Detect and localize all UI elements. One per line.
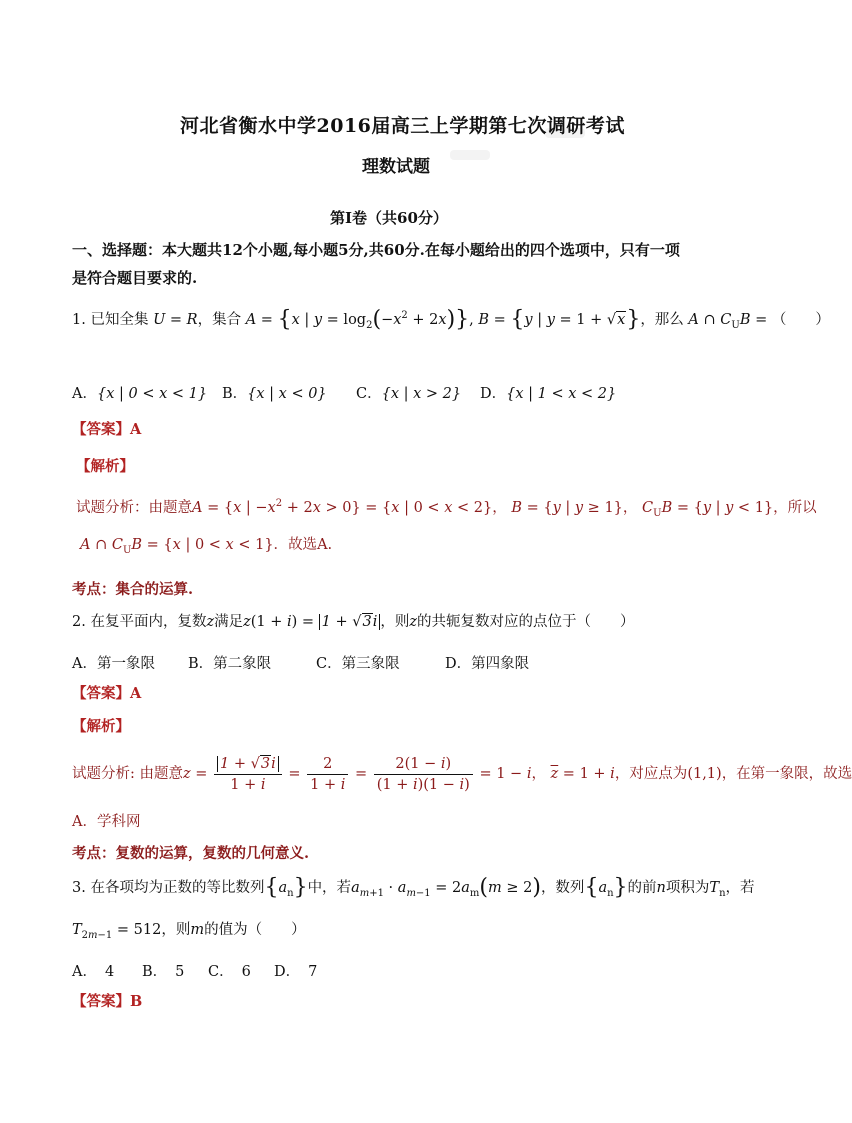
- question-3-cont: $T_{2m-1} = 512$，则m的值为（ ）: [72, 922, 306, 941]
- question-text: 已知全集: [90, 312, 149, 328]
- option-a[interactable]: A． 4: [72, 964, 115, 980]
- option-b[interactable]: B．第二象限: [188, 656, 272, 672]
- answer-1: 【答案】A: [72, 421, 142, 438]
- document-title: 河北省衡水中学2016届高三上学期第七次调研考试: [180, 115, 625, 137]
- option-d[interactable]: D．{x | 1 < x < 2}: [480, 386, 617, 402]
- kaodian-2: 考点：复数的运算，复数的几何意义.: [72, 845, 310, 862]
- analysis-1-cont: A ∩ $C_UB = \{x$ | 0 < x < 1}．故选A.: [80, 537, 333, 556]
- option-d[interactable]: D． 7: [274, 964, 318, 980]
- option-a[interactable]: A．{x | 0 < x < 1}: [72, 386, 208, 402]
- option-b[interactable]: B．{x | x < 0}: [222, 386, 327, 402]
- answer-3: 【答案】B: [72, 993, 143, 1010]
- option-a[interactable]: A．第一象限: [72, 656, 155, 672]
- analysis-1: 试题分析：由题意A = {x | $-x^2 + 2x > 0\} = \{x$ | 0 < x < 2}， B = {y | y ≥ 1}， $C_UB = \{y$ | y < 1}，所以: [76, 498, 817, 519]
- kaodian-1: 考点：集合的运算.: [72, 581, 194, 598]
- option-c[interactable]: C．{x | x > 2}: [356, 386, 462, 402]
- question-3: 3. 在各项均为正数的等比数列$\{a_n\}$中，若$a_{m+1} \cdot a_{m-1} = 2a_m(m \ge 2)$，数列$\{a_n\}$的前n项积为$T_n$，若: [72, 875, 755, 900]
- analysis-tag-1: 【解析】: [76, 458, 134, 475]
- document-subtitle: 理数试题: [362, 157, 430, 177]
- volume-heading: 第Ⅰ卷（共60分）: [330, 209, 448, 227]
- question-number: 1.: [72, 312, 86, 328]
- option-c[interactable]: C．第三象限: [316, 656, 400, 672]
- analysis-2-cont: A．学科网: [72, 814, 141, 830]
- option-c[interactable]: C． 6: [208, 964, 251, 980]
- option-b[interactable]: B． 5: [142, 964, 185, 980]
- question-1: 1. 已知全集 U = R，集合 A = {x | $y = \log_2(-x^2 + 2x)$}, B = {y | y = 1 + √x}，那么 A ∩ $C_UB$ = （ ）: [72, 307, 830, 332]
- option-d[interactable]: D．第四象限: [445, 656, 530, 672]
- analysis-tag-2: 【解析】: [72, 718, 130, 735]
- section-instructions-cont: 是符合题目要求的.: [72, 269, 198, 287]
- question-2: 2. 在复平面内，复数z满足z(1 + i) = 1 + √3i ，则z的共轭复数对应的点位于（ ）: [72, 614, 635, 630]
- watermark: [450, 150, 490, 160]
- section-instructions: 一、选择题：本大题共12个小题,每小题5分,共60分.在每小题给出的四个选项中，只有一项: [72, 241, 680, 259]
- answer-2: 【答案】A: [72, 685, 142, 702]
- analysis-2: 试题分析: 由题意z = $\frac{1 + √3i}{1 + i}$ = $\frac{2}{1 + i}$ = $\frac{2(1 - i)}{(1 + i)(1 - i)}$ = 1 − i， $\overline{z} = 1 + i$，对应点为(1,1)，在第一象限，故选: [72, 755, 852, 793]
